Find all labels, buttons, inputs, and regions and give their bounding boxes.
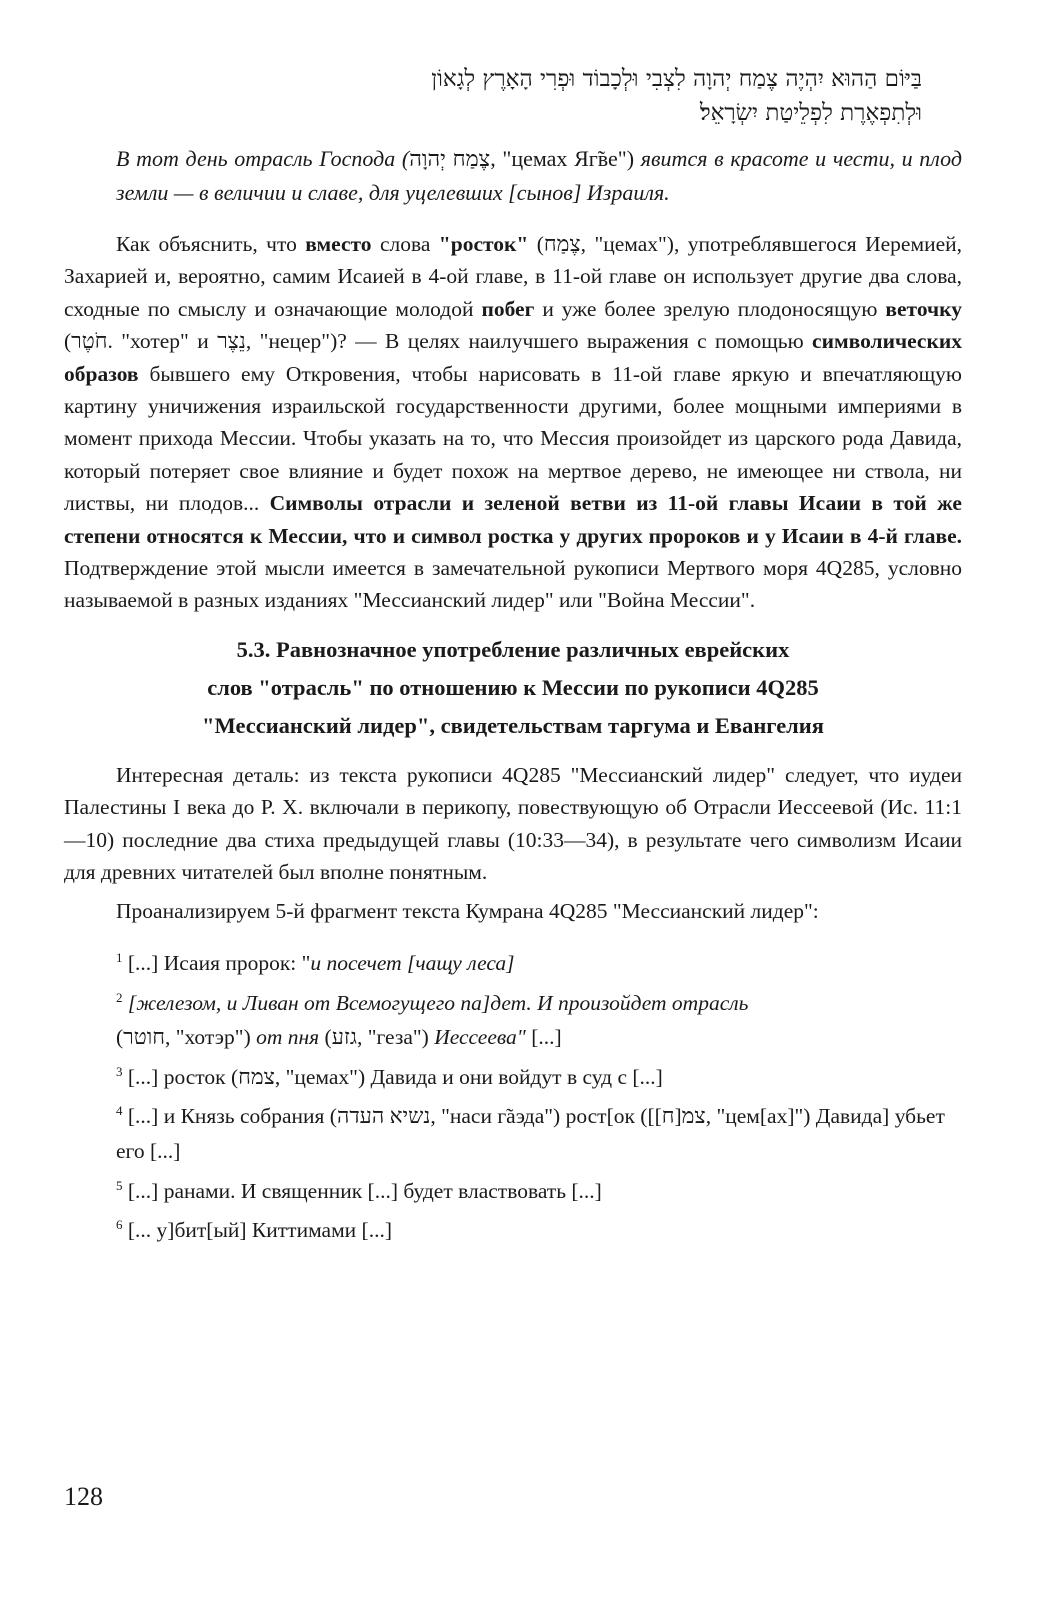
- quote-part-1: В тот день отрасль Господа (: [116, 146, 410, 171]
- italic-text: от пня: [256, 1025, 320, 1050]
- italic-text: и посечет [чащу леса]: [310, 951, 515, 976]
- hebrew-line-1: בַּיּוֹם הַהוּא יִהְיֶה צֶמַח יְהוָה לִצְבִי וּלְכָבוֹד וּפְרִי הָאָרֶץ לְגָאוֹן: [431, 66, 922, 92]
- page-body: [64, 62, 962, 1248]
- fragment-line-6: [116, 1208, 962, 1248]
- fragment-line-5: [116, 1169, 962, 1209]
- text: Как объяснить, что: [116, 232, 306, 256]
- text: [...]: [525, 1025, 562, 1050]
- hebrew-word: חוטר: [123, 1025, 165, 1050]
- text: , "наси г̃аэда") рост[ок ([: [430, 1104, 655, 1129]
- fragment-line-1: [116, 941, 962, 981]
- bold-text: символических образов: [64, 329, 962, 386]
- hebrew-word: צמ[ח: [661, 1104, 706, 1129]
- quote-part-2: , "цемах Яг̃ве"): [490, 146, 635, 171]
- bold-text: вместо: [305, 232, 372, 256]
- heading-line-2: слов "отрасль" по отношению к Мессии по рукописи 4Q285: [207, 674, 819, 700]
- italic-text: [железом, и Ливан от Всемогущего па]дет. И произойдет отрасль: [127, 990, 749, 1015]
- paragraph-2: Интересная деталь: из текста рукописи 4Q285 "Мессианский лидер" следует, что иудеи Палестины I века до Р. Х. включали в перикопу, повествующую об Отрасли Иессеевой (Ис. 11:1—10) последние два стиха предыдущей главы (10:33—34), в результате чего символизм Исаии для древних читателей был вполне понятным.: [64, 762, 962, 885]
- text: [...] росток (: [127, 1064, 239, 1089]
- bold-text: веточку: [885, 296, 962, 321]
- text: Подтверждение этой мысли имеется в замечательной рукописи Мертвого моря 4Q285, условно называемой в разных изданиях "Мессианский лидер" или "Война Мессии".: [64, 556, 962, 613]
- text: , "нецер")? — В целях наилучшего выражения с помощью: [245, 329, 813, 354]
- hebrew-word: גזע: [331, 1025, 357, 1050]
- quote-hebrew: צֶמַח יְהוָה: [409, 146, 491, 171]
- hebrew-line-2: וּלְתִפְאֶרֶת לִפְלֵיטַת יִשְׂרָאֵל׃: [699, 100, 922, 126]
- heading-line-3: "Мессианский лидер", свидетельствам таргума и Евангелия: [202, 712, 824, 738]
- text: (: [528, 232, 544, 256]
- section-heading: [64, 631, 962, 745]
- bold-text: "росток": [438, 232, 529, 256]
- line-number: 4: [116, 1103, 123, 1119]
- hebrew-word: נשיא העדה: [336, 1104, 431, 1129]
- hebrew-verse: [64, 62, 922, 130]
- verse-translation: [116, 142, 962, 210]
- bold-text: побег: [481, 296, 535, 321]
- italic-text: Иессеева": [434, 1025, 526, 1050]
- text: (: [116, 1025, 124, 1050]
- hebrew-word: צֶמַח: [543, 232, 581, 256]
- page-number: 128: [64, 1482, 103, 1511]
- text: , "геза"): [356, 1025, 435, 1050]
- text: , "цемах") Давида и они войдут в суд с [...]: [274, 1064, 663, 1089]
- hebrew-word: נֵצֶר: [217, 329, 246, 354]
- text: слова: [371, 232, 439, 256]
- line-number: 6: [116, 1217, 123, 1233]
- line-number: 2: [116, 989, 123, 1005]
- fragment-line-2: [116, 981, 962, 1055]
- text: и уже более зрелую плодоносящую: [534, 296, 886, 321]
- quote-part-3: явится в красоте и чести, и плод земли — в величии и славе, для уцелевших [сынов] Израиля.: [116, 146, 962, 205]
- text: , "цем[ах]") Давида] убьет его [...]: [116, 1104, 945, 1164]
- paragraph-1: [64, 228, 962, 617]
- fragment-line-4: [116, 1094, 962, 1168]
- hebrew-word: חֹטֶר: [71, 329, 108, 354]
- text: . "хотер" и: [107, 329, 218, 354]
- text: [...] ранами. И священник [...] будет властвовать [...]: [127, 1178, 602, 1203]
- text: бывшего ему Откровения, чтобы нарисовать в 11-ой главе яркую и впечатляющую картину уничижения израильской государственности другими, более мощными империями в момент прихода Мессии. Чтобы указать на то, что Мессия произойдет из царского рода Давида, который потеряет свое влияние и будет похож на мертвое дерево, не имеющее ни ствола, ни листвы, ни плодов...: [64, 361, 962, 516]
- fragment-list: [116, 941, 962, 1248]
- paragraph-3: Проанализируем 5-й фрагмент текста Кумрана 4Q285 "Мессианский лидер":: [116, 898, 819, 923]
- text: [...] и Князь собрания (: [127, 1104, 337, 1129]
- text: ]: [654, 1104, 662, 1129]
- text: [... у]бит[ый] Киттимами [...]: [127, 1218, 393, 1243]
- heading-line-1: 5.3. Равнозначное употребление различных еврейских: [236, 636, 790, 662]
- line-number: 1: [116, 949, 123, 965]
- text: [...] Исаия пророк: ": [127, 951, 311, 976]
- text: (: [319, 1025, 332, 1050]
- line-number: 5: [116, 1177, 123, 1193]
- text: , "цемах"), употреблявшегося Иеремией, Захарией и, вероятно, самим Исаией в 4-ой главе, в 11-ой главе он использует другие два слова, сходные по смыслу и означающие молодой: [64, 232, 963, 321]
- line-number: 3: [116, 1063, 123, 1079]
- text: , "хотэр"): [164, 1025, 257, 1050]
- fragment-line-3: [116, 1055, 962, 1095]
- hebrew-word: צמח: [238, 1064, 275, 1089]
- text: (: [64, 329, 72, 354]
- bold-text: Символы отрасли и зеленой ветви из 11-ой главы Исаии в той же степени относятся к Мессии, что и символ ростка у других пророков и у Исаии в 4-й главе.: [64, 491, 962, 548]
